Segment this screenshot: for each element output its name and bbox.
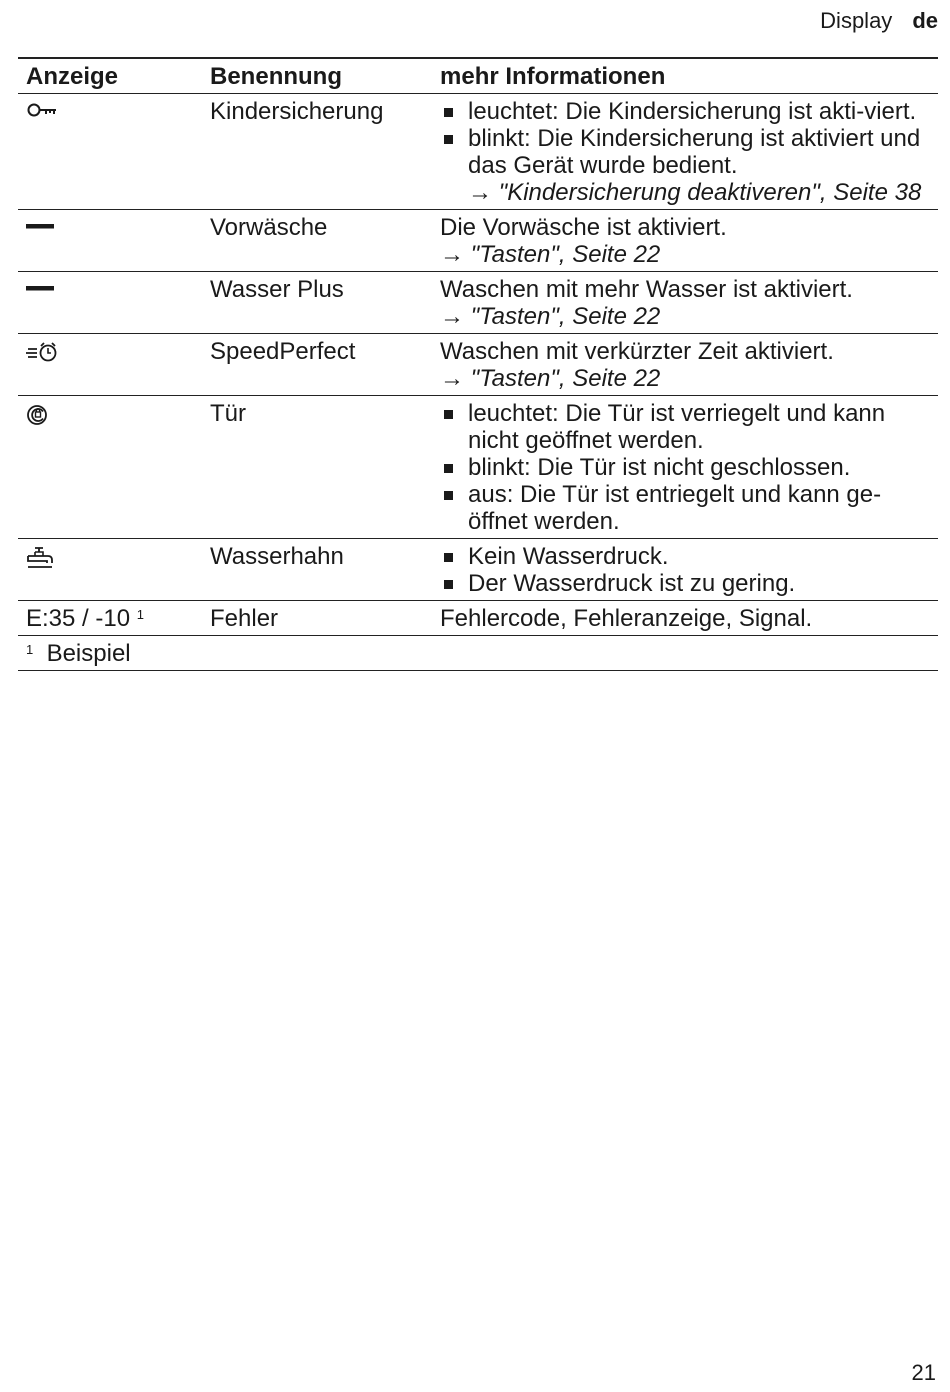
reference-text: "Tasten", Seite 22	[470, 303, 661, 330]
indicator-cell	[18, 601, 202, 636]
indicator-info: Fehlercode, Fehleranzeige, Signal.	[432, 601, 938, 636]
key-icon	[26, 101, 194, 119]
list-item: blinkt: Die Tür ist nicht geschlossen.	[440, 454, 930, 481]
table-row	[18, 539, 938, 601]
cross-reference	[440, 241, 930, 268]
reference-text: "Kindersicherung deaktiveren", Seite 38	[498, 179, 922, 206]
indicator-name: Wasser Plus	[202, 272, 432, 334]
indicator-cell	[18, 272, 202, 334]
column-header-benennung: Benennung	[202, 58, 432, 94]
error-code: E:35 / -10	[26, 605, 131, 632]
table-row	[18, 272, 938, 334]
table-row	[18, 334, 938, 396]
arrow-icon: →	[440, 241, 464, 268]
speed-clock-icon	[26, 341, 194, 363]
list-item: aus: Die Tür ist entriegelt und kann ge-öffnet werden.	[440, 481, 930, 535]
bar-icon	[26, 279, 194, 297]
list-item: Der Wasserdruck ist zu gering.	[440, 570, 930, 597]
indicator-name: Wasserhahn	[202, 539, 432, 601]
info-text: Die Vorwäsche ist aktiviert.	[440, 214, 727, 241]
info-text: Waschen mit verkürzter Zeit aktiviert.	[440, 338, 834, 365]
indicator-cell	[18, 396, 202, 539]
arrow-icon: →	[440, 365, 464, 392]
reference-text: "Tasten", Seite 22	[470, 365, 661, 392]
list-item: leuchtet: Die Kindersicherung ist akti-viert.	[440, 98, 930, 125]
indicator-info	[432, 272, 938, 334]
indicator-cell	[18, 334, 202, 396]
indicator-name: Tür	[202, 396, 432, 539]
bar-icon	[26, 217, 194, 235]
language-code: de	[912, 8, 938, 33]
table-header-row	[18, 58, 938, 94]
arrow-icon: →	[440, 303, 464, 330]
bullet-list	[440, 98, 930, 179]
display-indicator-table	[18, 57, 938, 671]
indicator-info	[432, 334, 938, 396]
footnote-marker: 1	[26, 642, 34, 657]
footnote-row	[18, 636, 938, 671]
list-item: Kein Wasserdruck.	[440, 543, 930, 570]
footnote	[18, 636, 938, 671]
list-item: leuchtet: Die Tür ist verriegelt und kann nicht geöffnet werden.	[440, 400, 930, 454]
section-title: Display	[820, 8, 893, 33]
door-lock-icon	[26, 403, 194, 427]
indicator-cell	[18, 539, 202, 601]
table-row	[18, 601, 938, 636]
column-header-anzeige: Anzeige	[18, 58, 202, 94]
footnote-marker: 1	[136, 607, 144, 622]
page-header	[820, 8, 938, 34]
footnote-text: Beispiel	[46, 640, 131, 667]
indicator-cell	[18, 94, 202, 210]
indicator-info	[432, 94, 938, 210]
indicator-name: SpeedPerfect	[202, 334, 432, 396]
indicator-cell	[18, 210, 202, 272]
reference-text: "Tasten", Seite 22	[470, 241, 661, 268]
cross-reference	[440, 365, 930, 392]
indicator-name: Kindersicherung	[202, 94, 432, 210]
bullet-list	[440, 543, 930, 597]
bullet-list	[440, 400, 930, 535]
indicator-info	[432, 396, 938, 539]
page-number: 21	[911, 1360, 936, 1385]
info-text: Waschen mit mehr Wasser ist aktiviert.	[440, 276, 853, 303]
list-item: blinkt: Die Kindersicherung ist aktiviert und das Gerät wurde bedient.	[440, 125, 930, 179]
cross-reference	[440, 179, 930, 206]
indicator-info	[432, 539, 938, 601]
table-row	[18, 396, 938, 539]
indicator-name: Vorwäsche	[202, 210, 432, 272]
table-row	[18, 94, 938, 210]
water-tap-icon	[26, 546, 194, 570]
arrow-icon: →	[468, 179, 492, 206]
column-header-mehr-informationen: mehr Informationen	[432, 58, 938, 94]
table-row	[18, 210, 938, 272]
indicator-name: Fehler	[202, 601, 432, 636]
cross-reference	[440, 303, 930, 330]
indicator-info	[432, 210, 938, 272]
